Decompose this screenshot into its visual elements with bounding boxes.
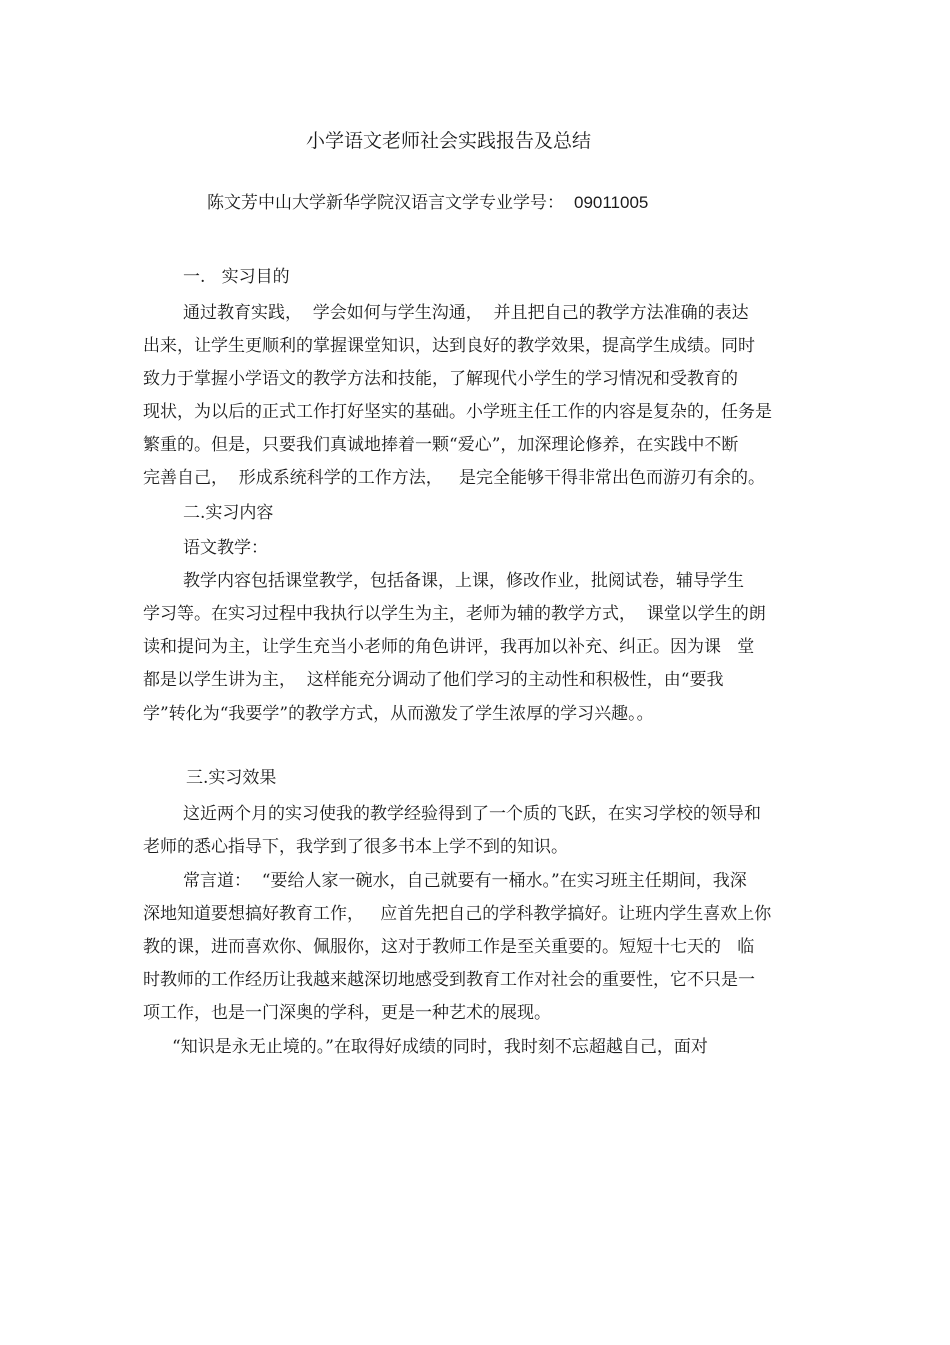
section2-line: 读和提问为主，让学生充当小老师的角色讲评，我再加以补充、纠正。因为课 堂	[143, 637, 755, 657]
section1-heading: 一. 实习目的	[183, 267, 290, 287]
section1-line: 出来，让学生更顺利的掌握课堂知识，达到良好的教学效果，提高学生成绩。同时	[143, 336, 755, 356]
section1-line: 致力于掌握小学语文的教学方法和技能，了解现代小学生的学习情况和受教育的	[143, 369, 738, 389]
section2-line: 教学内容包括课堂教学，包括备课，上课，修改作业，批阅试卷，辅导学生	[183, 571, 744, 591]
section1-line: 繁重的。但是，只要我们真诚地捧着一颗“爱心”，加深理论修养，在实践中不断	[143, 435, 739, 455]
author-info: 陈文芳中山大学新华学院汉语言文学专业学号：	[207, 193, 564, 213]
section1-line: 通过教育实践， 学会如何与学生沟通， 并且把自己的教学方法准确的表达	[183, 303, 749, 323]
section3-line: 深地知道要想搞好教育工作， 应首先把自己的学科教学搞好。让班内学生喜欢上你	[143, 904, 772, 924]
author-line	[207, 192, 648, 214]
section2-line: 学”转化为“我要学”的教学方式，从而激发了学生浓厚的学习兴趣。。	[143, 704, 654, 724]
section3-line: 教的课，进而喜欢你、佩服你，这对于教师工作是至关重要的。短短十七天的 临	[143, 937, 755, 957]
section3-line: 时教师的工作经历让我越来越深切地感受到教育工作对社会的重要性，它不只是一	[143, 970, 755, 990]
section1-line: 完善自己， 形成系统科学的工作方法， 是完全能够干得非常出色而游刃有余的。	[143, 468, 766, 488]
section3-line: 常言道： “要给人家一碗水，自己就要有一桶水。”在实习班主任期间，我深	[183, 871, 747, 891]
section2-line: 都是以学生讲为主， 这样能充分调动了他们学习的主动性和积极性，由“要我	[143, 670, 724, 690]
section3-line: 这近两个月的实习使我的教学经验得到了一个质的飞跃，在实习学校的领导和	[183, 804, 761, 824]
section3-line: 项工作，也是一门深奥的学科，更是一种艺术的展现。	[143, 1003, 551, 1023]
student-id: 09011005	[574, 193, 649, 212]
document-title: 小学语文老师社会实践报告及总结	[306, 130, 592, 152]
section3-heading: 三.实习效果	[186, 768, 277, 788]
section2-heading: 二.实习内容	[183, 503, 274, 523]
section2-line: 学习等。在实习过程中我执行以学生为主，老师为辅的教学方式， 课堂以学生的朗	[143, 604, 766, 624]
section1-line: 现状，为以后的正式工作打好坚实的基础。小学班主任工作的内容是复杂的，任务是	[143, 402, 772, 422]
section3-line: “知识是永无止境的。”在取得好成绩的同时，我时刻不忘超越自己，面对	[172, 1037, 708, 1057]
section2-subheading: 语文教学：	[183, 538, 268, 558]
section3-line: 老师的悉心指导下，我学到了很多书本上学不到的知识。	[143, 837, 568, 857]
